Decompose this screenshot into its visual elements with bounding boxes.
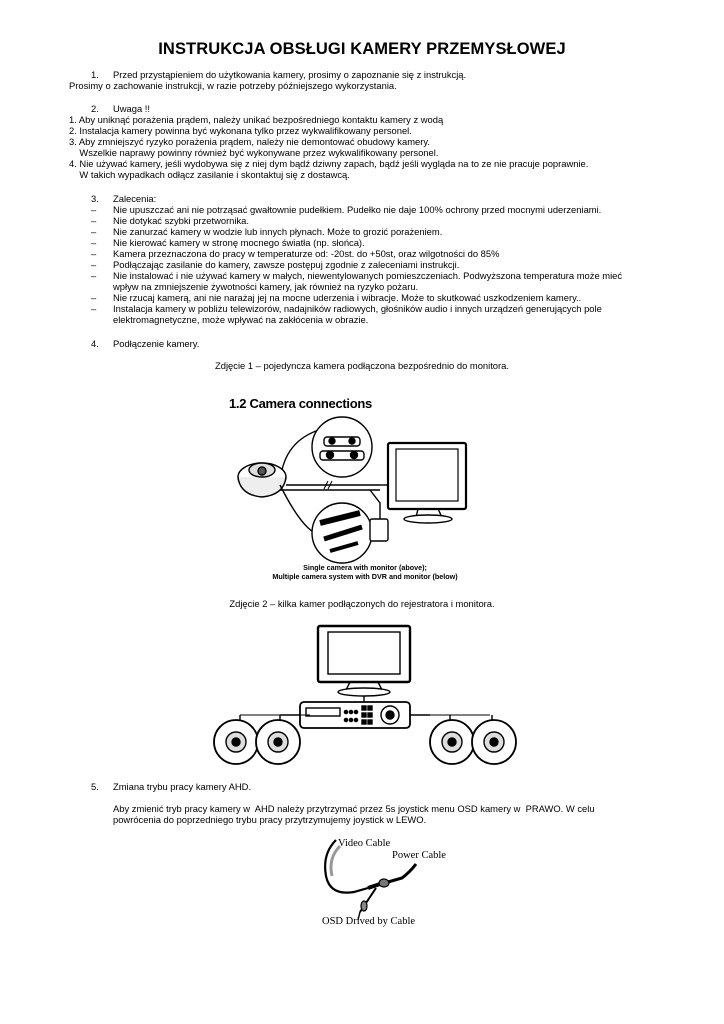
section-5-text-line-1: Aby zmienić tryb pracy kamery w AHD należy przytrzymać przez 5s joystick menu OSD kamery w PRAWO. W celu [113,803,595,814]
section-5-text-line-2: powrócenia do poprzedniego trybu pracy przytrzymujemy joystick w LEWO. [113,814,427,825]
warning-line: 1. Aby uniknąć porażenia prądem, należy unikać bezpośredniego kontaktu kamery z wodą [69,114,444,125]
photo-1-caption: Zdjęcie 1 – pojedyncza kamera podłączona bezpośrednio do monitora. [215,360,509,371]
recommendation-item: Podłączając zasilanie do kamery, zawsze postępuj zgodnie z zaleceniami instrukcji. [113,259,460,270]
section-2-heading: Uwaga !! [113,103,150,114]
single-camera-diagram [220,415,520,565]
bullet-dash: – [91,303,97,314]
bullet-dash: – [91,215,97,226]
recommendation-item-continued: wpływ na zmniejszenie żywotności kamery, jak również na ryzyko pożaru. [113,281,419,292]
bullet-dash: – [91,237,97,248]
recommendation-item: Nie dotykać szybki przetwornika. [113,215,249,226]
bullet-dash: – [91,204,97,215]
section-5-heading: Zmiana trybu pracy kamery AHD. [113,781,252,792]
section-1-line-2: Prosimy o zachowanie instrukcji, w razie potrzeby późniejszego wykorzystania. [69,80,397,91]
recommendation-item: Kamera przeznaczona do pracy w temperaturze od: -20st. do +50st, oraz wilgotności do 85% [113,248,500,259]
recommendation-item: Instalacja kamery w pobliżu telewizorów, nadajników radiowych, głośników audio i innych urządzeń generujących pole [113,303,602,314]
section-3-number: 3. [91,193,99,204]
warning-line: W takich wypadkach odłącz zasilanie i skontaktuj się z dostawcą. [69,169,350,180]
recommendation-item: Nie upuszczać ani nie potrząsać gwałtownie pudełkiem. Pudełko nie daje 100% ochrony przed mocnymi uderzeniami. [113,204,602,215]
warning-line: Wszelkie naprawy powinny również być wykonywane przez wykwalifikowany personel. [69,147,439,158]
figure-caption-line-1: Single camera with monitor (above); [303,563,427,572]
bullet-dash: – [91,226,97,237]
bullet-dash: – [91,248,97,259]
bullet-dash: – [91,259,97,270]
recommendation-item: Nie instalować i nie używać kamery w małych, niewentylowanych pomieszczeniach. Podwyższona temperatura może mieć [113,270,623,281]
warning-line: 2. Instalacja kamery powinna być wykonana tylko przez wykwalifikowany personel. [69,125,412,136]
page-title: INSTRUKCJA OBSŁUGI KAMERY PRZEMYSŁOWEJ [158,40,566,58]
figure-title: 1.2 Camera connections [229,396,372,411]
warning-line: 4. Nie używać kamery, jeśli wydobywa się z niej dym bądź dziwny zapach, bądź jeśli wygląda na to ze nie pracuje poprawnie. [69,158,589,169]
power-cable-label: Power Cable [392,850,446,861]
warning-line: 3. Aby zmniejszyć ryzyko porażenia prądem, należy nie demontować obudowy kamery. [69,136,430,147]
section-4-number: 4. [91,338,99,349]
figure-caption-line-2: Multiple camera system with DVR and monitor (below) [272,572,458,581]
recommendation-item: Nie kierować kamery w stronę mocnego światła (np. słońca). [113,237,365,248]
recommendation-item: Nie rzucaj kamerą, ani nie narażaj jej na mocne uderzenia i wibracje. Może to skutkować uszkodzeniem kamery.. [113,292,582,303]
osd-cable-label: OSD Drived by Cable [322,916,416,927]
bullet-dash: – [91,292,97,303]
photo-2-caption: Zdjęcie 2 – kilka kamer podłączonych do rejestratora i monitora. [229,598,495,609]
recommendation-item-continued: elektromagnetyczne, może wpływać na zakłócenia w obrazie. [113,314,369,325]
video-cable-label: Video Cable [338,838,391,849]
multi-camera-dvr-diagram [200,620,530,770]
section-1-number: 1. [91,69,99,80]
recommendation-item: Nie zanurzać kamery w wodzie lub innych płynach. Może to grozić porażeniem. [113,226,443,237]
section-3-heading: Zalecenia: [113,193,157,204]
section-2-number: 2. [91,103,99,114]
bullet-dash: – [91,270,97,281]
section-4-heading: Podłączenie kamery. [113,338,200,349]
section-1-line-1: Przed przystąpieniem do użytkowania kamery, prosimy o zapoznanie się z instrukcją. [113,69,467,80]
section-5-number: 5. [91,781,99,792]
